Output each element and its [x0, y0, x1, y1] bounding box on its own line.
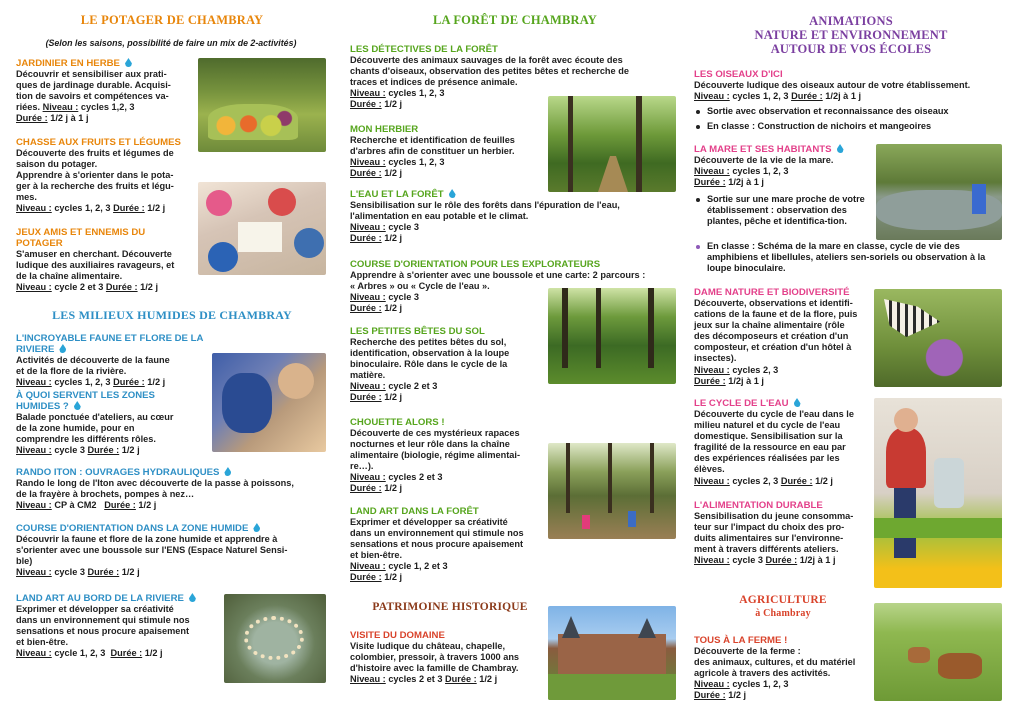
water-drop-icon	[837, 144, 844, 153]
desc-line: identification, observation à la loupe	[350, 348, 510, 359]
activity-dame-nature	[694, 287, 872, 387]
activity-cycle-eau	[694, 398, 872, 487]
animations-title-line: AUTOUR DE VOS ÉCOLES	[770, 42, 932, 56]
desc-line: Découverte de ces mystérieux rapaces	[350, 428, 520, 438]
water-drop-icon	[59, 344, 66, 353]
activity-title: CHOUETTE ALORS !	[350, 417, 445, 428]
water-drop-icon	[794, 398, 801, 407]
desc-line: et bien-être.	[16, 637, 69, 648]
activity-title: COURSE D'ORIENTATION POUR LES EXPLORATEURS	[350, 259, 601, 270]
desc-line: et bien-être.	[350, 550, 403, 561]
activity-title: L'ALIMENTATION DURABLE	[694, 500, 823, 511]
column-foret	[350, 0, 680, 724]
duree: Durée : 1/2 j	[350, 233, 403, 244]
desc-line: Exprimer et développer sa créativité	[16, 604, 174, 614]
desc-line: teur sur l'impact du choix des pro-	[694, 522, 845, 533]
activity-title: MON HERBIER	[350, 124, 419, 135]
desc-line: Activités de découverte de la faune	[16, 355, 170, 365]
agriculture-title	[694, 594, 872, 620]
desc-line: saison du potager.	[16, 159, 98, 170]
activity-mare	[694, 144, 872, 188]
activity-chasse	[16, 137, 198, 215]
niveau-duree: Niveau : CP à CM2 Durée : 1/2 j	[16, 500, 157, 511]
desc-line: chants d'oiseaux, observation des petites bêtes et recherche de	[350, 66, 629, 77]
animations-title-line: NATURE ET ENVIRONNEMENT	[754, 28, 948, 42]
water-drop-icon	[189, 593, 196, 602]
desc-line: des expériences réalisées par les	[694, 453, 840, 464]
desc-line: S'amuser en cherchant. Découverte	[16, 249, 172, 259]
niveau: Niveau : cycles 1, 2, 3	[350, 157, 445, 168]
desc-line: Découverte des fruits et légumes de	[16, 148, 174, 158]
desc-line: dans un environnement qui stimule nos	[16, 615, 190, 626]
desc-line: duits alimentaires sur l'environne-	[694, 533, 844, 544]
desc-line: Découverte du cycle de l'eau dans le	[694, 409, 854, 419]
desc-line: Découvrir la faune et flore de la zone humide et apprendre à	[16, 534, 278, 544]
niveau: Niveau : cycles 1, 2, 3	[694, 679, 789, 690]
niveau: Niveau : cycle 3	[350, 292, 419, 303]
activity-title: RANDO ITON : OUVRAGES HYDRAULIQUES	[16, 467, 220, 478]
duree: Durée : 1/2 j	[350, 303, 403, 314]
desc-line: des décomposeurs et création d'un	[694, 331, 849, 342]
desc-line: composteur, et création d'un hôtel à	[694, 342, 852, 353]
bullet-item: Sortie sur une mare proche de votre établissement : observation des plantes, pêche et identifica-tion.	[694, 194, 870, 227]
desc-line: Recherche des petites bêtes du sol,	[350, 337, 507, 347]
desc-line: ques de jardinage durable. Acquisi-	[16, 80, 171, 91]
activity-title: TOUS À LA FERME !	[694, 635, 788, 646]
patrimoine-title: PATRIMOINE HISTORIQUE	[372, 601, 528, 613]
desc-line: dans un environnement qui stimule nos	[350, 528, 524, 539]
desc-line: riées. Niveau : cycles 1,2, 3	[16, 102, 135, 113]
activity-title: CHASSE AUX FRUITS ET LÉGUMES	[16, 137, 181, 148]
activity-visite-domaine	[350, 630, 546, 685]
activity-title: LE CYCLE DE L'EAU	[694, 398, 789, 409]
potager-title: LE POTAGER DE CHAMBRAY	[80, 13, 264, 27]
desc-line: Balade ponctuée d'ateliers, au cœur	[16, 412, 174, 422]
desc-line: domestique. Sensibilisation sur la	[694, 431, 843, 442]
activity-course-zone-humide	[16, 523, 328, 578]
desc-line: Visite ludique du château, chapelle,	[350, 641, 506, 651]
niveau: Niveau : cycles 2 et 3	[350, 472, 443, 483]
desc-line: l'alimentation en eau potable et le climat.	[350, 211, 529, 222]
desc-line: colombier, pressoir, à travers 1000 ans	[350, 652, 520, 663]
desc-line: Apprendre à s'orienter avec une boussole et une carte: 2 parcours :	[350, 270, 646, 280]
niveau-duree: Niveau : cycles 1, 2, 3 Durée : 1/2j à 1 j	[694, 91, 862, 102]
column-animations	[694, 0, 1008, 724]
humides-title: LES MILIEUX HUMIDES DE CHAMBRAY	[52, 308, 292, 322]
niveau-duree: Niveau : cycles 2 et 3 Durée : 1/2 j	[350, 674, 498, 685]
forest-path-photo	[548, 96, 676, 192]
bullet-item: En classe : Construction de nichoirs et mangeoires	[694, 121, 1008, 132]
children-forest-photo	[548, 443, 676, 539]
desc-line: Apprendre à s'orienter dans le pota-	[16, 170, 174, 181]
desc-line: Découvrir et sensibiliser aux prati-	[16, 69, 167, 79]
activity-title: JARDINIER EN HERBE	[16, 58, 120, 69]
niveau: Niveau : cycle 2 et 3	[350, 381, 438, 392]
water-drop-icon	[253, 523, 260, 532]
activity-land-art-riviere	[16, 593, 212, 659]
forest-trees-photo	[548, 288, 676, 384]
desc-line: ble)	[16, 556, 33, 567]
desc-line: matière.	[350, 370, 386, 381]
desc-line: ger à la recherche des fruits et légu-	[16, 181, 174, 192]
niveau: Niveau : cycles 2, 3	[694, 364, 779, 375]
child-water-experiment-photo	[874, 398, 1002, 588]
activity-petites-betes	[350, 326, 546, 404]
activity-title: JEUX AMIS ET ENNEMIS DU POTAGER	[16, 227, 146, 249]
foret-title: LA FORÊT DE CHAMBRAY	[432, 13, 598, 27]
vegetable-garden-photo	[198, 58, 326, 152]
desc-line: alimentaire (biologie, régime alimentai-	[350, 450, 521, 461]
activity-desc: Découverte ludique des oiseaux autour de votre établissement.	[694, 80, 971, 90]
agriculture-title-line: AGRICULTURE	[739, 594, 827, 606]
desc-line: de la zone humide, pour en	[16, 423, 135, 434]
animations-title	[694, 14, 1008, 56]
desc-line: et de la flore de la rivière.	[16, 366, 127, 377]
activity-title: LAND ART DANS LA FORÊT	[350, 506, 479, 517]
bullet-list	[694, 194, 870, 231]
desc-line: d'arbres afin de constituer un herbier.	[350, 146, 515, 157]
desc-line: de la chaîne alimentaire.	[16, 271, 123, 282]
desc-line: Sensibilisation sur le rôle des forêts dans l'épuration de l'eau,	[350, 200, 620, 210]
duree: Durée : 1/2 j à 1 j	[16, 113, 89, 124]
activity-title: LAND ART AU BORD DE LA RIVIERE	[16, 593, 184, 604]
desc-line: élèves.	[694, 464, 725, 475]
activity-title: LA MARE ET SES HABITANTS	[694, 144, 832, 155]
duree: Durée : 1/2 j	[350, 392, 403, 403]
desc-line: Sensibilisation du jeune consomma-	[694, 511, 854, 521]
bullet-list	[694, 106, 1008, 132]
activity-title: LES PETITES BÊTES DU SOL	[350, 326, 485, 337]
desc-line: jeux sur la chaîne alimentaire (rôle	[694, 320, 845, 331]
children-river-photo	[212, 353, 326, 452]
desc-line: d'histoire avec la famille de Chambray.	[350, 663, 519, 674]
farm-cows-photo	[874, 603, 1002, 701]
desc-line: Découverte des animaux sauvages de la forêt avec écoute des	[350, 55, 623, 65]
activity-chouette	[350, 417, 546, 495]
niveau-duree: Niveau : cycle 3 Durée : 1/2j à 1 j	[694, 555, 836, 566]
activity-herbier	[350, 124, 546, 179]
desc-line: agricole à travers des activités.	[694, 668, 831, 679]
desc-line: comprendre les différents rôles.	[16, 434, 156, 445]
niveau-duree: Niveau : cycle 1, 2, 3 Durée : 1/2 j	[16, 648, 163, 659]
children-table-photo	[198, 182, 326, 275]
butterfly-photo	[874, 289, 1002, 387]
niveau-duree: Niveau : cycles 1, 2, 3 Durée : 1/2 j	[16, 203, 166, 214]
activity-desc: Découverte de la vie de la mare.	[694, 155, 834, 165]
bullet-item: En classe : Schéma de la mare en classe, cycle de vie des amphibiens et libellules, ateliers sen-soriels ou observation à la loupe binoculaire.	[694, 241, 1000, 274]
niveau: Niveau : cycles 1, 2, 3	[350, 88, 445, 99]
desc-line: des animaux, cultures, et du matériel	[694, 657, 856, 668]
desc-line: sensations et nous procure apaisement	[16, 626, 190, 637]
desc-line: Rando le long de l'Iton avec découverte de la passe à poissons,	[16, 478, 294, 488]
activity-ferme	[694, 635, 872, 701]
duree: Durée : 1/2j à 1 j	[694, 177, 764, 188]
desc-line: ludique des auxiliaires ravageurs, et	[16, 260, 175, 271]
activity-title: À QUOI SERVENT LES ZONES HUMIDES ?	[16, 390, 155, 412]
desc-line: Exprimer et développer sa créativité	[350, 517, 508, 527]
water-drop-icon	[224, 467, 231, 476]
duree: Durée : 1/2 j	[694, 690, 747, 701]
desc-line: fragilité de la ressource en eau par	[694, 442, 846, 453]
desc-line: de la frayère à brochets, pompes à nez…	[16, 489, 195, 500]
niveau-duree: Niveau : cycle 3 Durée : 1/2 j	[16, 445, 140, 456]
chateau-photo	[548, 606, 676, 700]
pond-photo	[876, 144, 1002, 240]
desc-line: sensations et nous procure apaisement	[350, 539, 524, 550]
activity-title: DAME NATURE ET BIODIVERSITÉ	[694, 287, 850, 298]
activity-title: L'EAU ET LA FORÊT	[350, 189, 444, 200]
water-drop-icon	[125, 58, 132, 67]
desc-line: insectes).	[694, 353, 737, 364]
activity-title: VISITE DU DOMAINE	[350, 630, 445, 641]
activity-land-art-foret	[350, 506, 546, 584]
animations-title-line: ANIMATIONS	[809, 14, 893, 28]
activity-title: COURSE D'ORIENTATION DANS LA ZONE HUMIDE	[16, 523, 249, 534]
activity-rando-iton	[16, 467, 328, 511]
agriculture-subtitle: à Chambray	[755, 608, 811, 619]
niveau-duree: Niveau : cycle 2 et 3 Durée : 1/2 j	[16, 282, 159, 293]
niveau-duree: Niveau : cycle 3 Durée : 1/2 j	[16, 567, 140, 578]
potager-subtitle: (Selon les saisons, possibilité de faire un mix de 2-activités)	[45, 38, 297, 48]
activity-title: LES DÉTECTIVES DE LA FORÊT	[350, 44, 498, 55]
desc-line: re…).	[350, 461, 374, 472]
activity-oiseaux	[694, 69, 1008, 132]
activity-jardinier	[16, 58, 198, 124]
desc-line: milieu naturel et du cycle de l'eau	[694, 420, 841, 431]
activity-alimentation	[694, 500, 872, 566]
desc-line: Découverte de la ferme :	[694, 646, 801, 656]
niveau-duree: Niveau : cycles 1, 2, 3 Durée : 1/2 j	[16, 377, 166, 388]
niveau-duree: Niveau : cycles 2, 3 Durée : 1/2 j	[694, 475, 833, 486]
desc-line: cations de la faune et de la flore, puis	[694, 309, 858, 320]
water-drop-icon	[74, 401, 81, 410]
desc-line: ment à travers différents ateliers.	[694, 544, 839, 555]
activity-eau-foret	[350, 189, 680, 244]
duree: Durée : 1/2 j	[350, 483, 403, 494]
duree: Durée : 1/2 j	[350, 168, 403, 179]
desc-line: tion de savoirs et compétences va-	[16, 91, 169, 102]
duree: Durée : 1/2j à 1 j	[694, 375, 764, 386]
desc-line: s'orienter avec une boussole sur l'ENS (Espace Naturel Sensi-	[16, 545, 288, 556]
water-drop-icon	[449, 189, 456, 198]
land-art-river-photo	[224, 594, 326, 683]
duree: Durée : 1/2 j	[350, 99, 403, 110]
niveau: Niveau : cycles 1, 2, 3	[694, 166, 789, 177]
activity-riviere	[16, 333, 206, 388]
desc-line: nocturnes et leur rôle dans la chaîne	[350, 439, 510, 450]
bullet-list	[694, 241, 1000, 274]
desc-line: mes.	[16, 192, 37, 203]
column-potager-humides	[16, 0, 328, 724]
activity-title: LES OISEAUX D'ICI	[694, 69, 783, 80]
desc-line: binoculaire. Rôle dans le cycle de la	[350, 359, 508, 370]
desc-line: traces et indices de présence animale.	[350, 77, 518, 88]
bullet-item: Sortie avec observation et reconnaissance des oiseaux	[694, 106, 1008, 117]
desc-line: « Arbres » ou « Cycle de l'eau ».	[350, 281, 490, 292]
duree: Durée : 1/2 j	[350, 572, 403, 583]
niveau: Niveau : cycle 1, 2 et 3	[350, 561, 448, 572]
niveau: Niveau : cycle 3	[350, 222, 419, 233]
activity-title: L'INCROYABLE FAUNE ET FLORE DE LA RIVIERE	[16, 333, 204, 355]
activity-jeux	[16, 227, 198, 293]
desc-line: Recherche et identification de feuilles	[350, 135, 515, 145]
activity-zones-humides	[16, 390, 198, 456]
desc-line: Découverte, observations et identifi-	[694, 298, 853, 308]
